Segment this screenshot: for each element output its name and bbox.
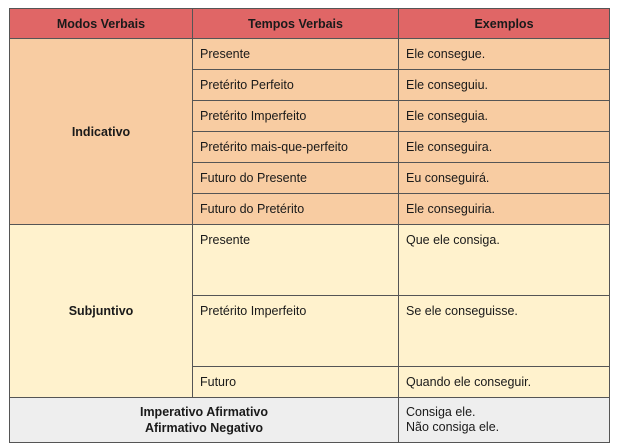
mode-imperativo	[10, 398, 399, 443]
example-cell: Eu conseguirá.	[399, 163, 610, 194]
time-cell: Presente	[193, 39, 399, 70]
header-row	[10, 9, 610, 39]
time-cell: Pretérito mais-que-perfeito	[193, 132, 399, 163]
example-line2: Não consiga ele.	[406, 420, 500, 434]
time-cell: Pretérito Imperfeito	[193, 296, 399, 367]
example-cell: Que ele consiga.	[399, 225, 610, 296]
time-cell: Pretérito Perfeito	[193, 70, 399, 101]
example-cell: Ele conseguira.	[399, 132, 610, 163]
verb-modes-table	[9, 8, 610, 443]
time-cell: Futuro do Pretérito	[193, 194, 399, 225]
time-cell: Futuro do Presente	[193, 163, 399, 194]
mode-indicativo: Indicativo	[10, 39, 193, 225]
example-cell	[399, 398, 610, 443]
time-cell: Futuro	[193, 367, 399, 398]
mode-subjuntivo: Subjuntivo	[10, 225, 193, 398]
table-row	[10, 398, 610, 443]
time-cell: Pretérito Imperfeito	[193, 101, 399, 132]
table-row	[10, 225, 610, 296]
header-mode: Modos Verbais	[10, 9, 193, 39]
time-cell: Presente	[193, 225, 399, 296]
example-cell: Ele conseguiu.	[399, 70, 610, 101]
example-cell: Se ele conseguisse.	[399, 296, 610, 367]
example-cell: Ele conseguiria.	[399, 194, 610, 225]
example-line1: Consiga ele.	[406, 405, 476, 419]
header-examples: Exemplos	[399, 9, 610, 39]
table-row	[10, 39, 610, 70]
mode-imperativo-line1: Imperativo Afirmativo	[139, 405, 269, 419]
example-cell: Quando ele conseguir.	[399, 367, 610, 398]
header-time: Tempos Verbais	[193, 9, 399, 39]
example-cell: Ele conseguia.	[399, 101, 610, 132]
mode-imperativo-line2: Afirmativo Negativo	[144, 421, 264, 435]
example-cell: Ele consegue.	[399, 39, 610, 70]
